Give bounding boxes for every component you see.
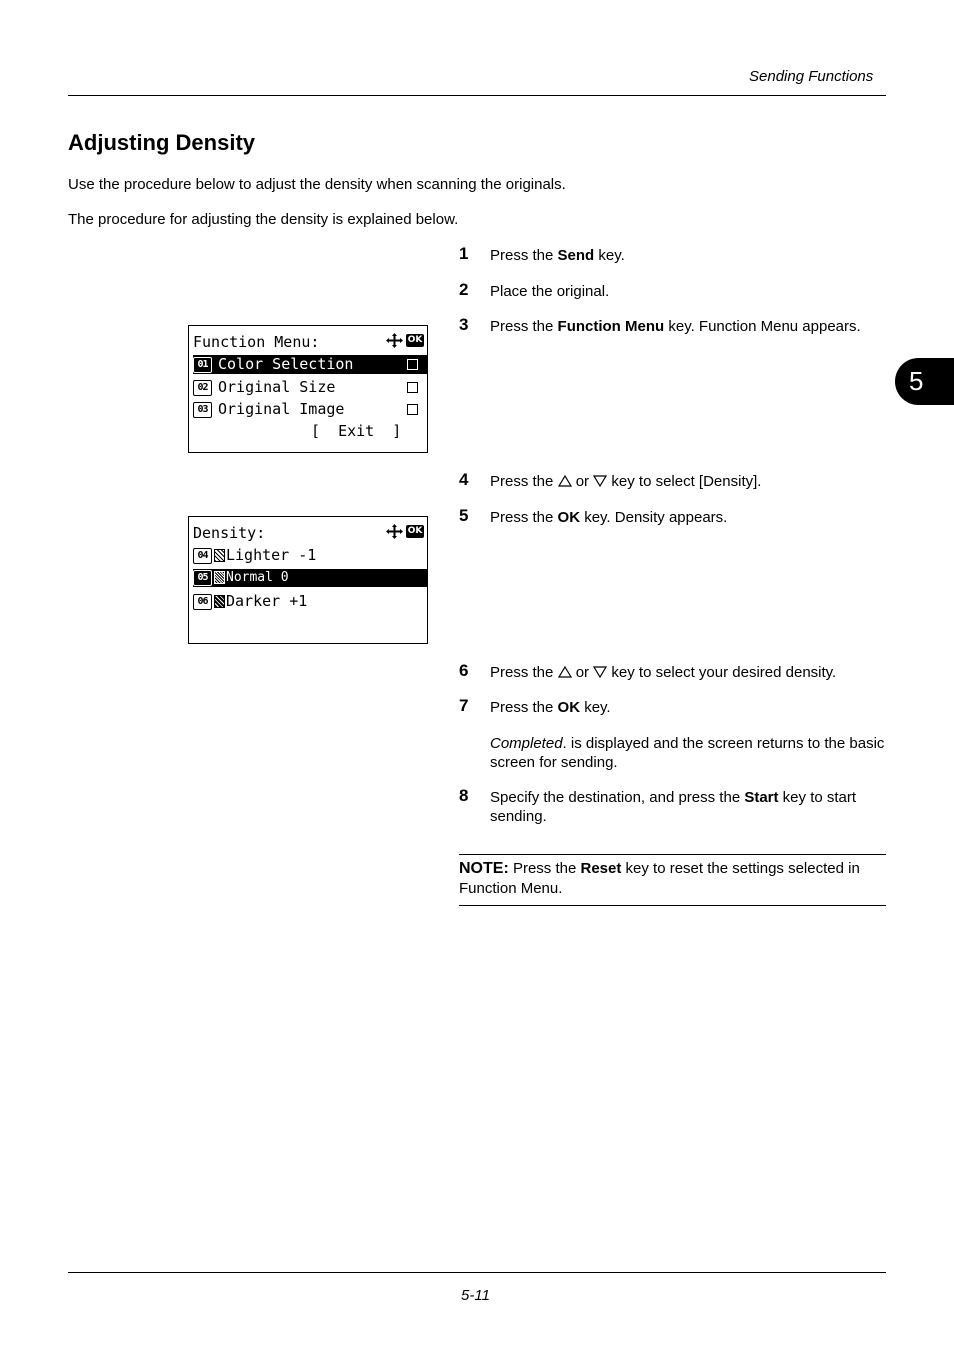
ok-icon: OK bbox=[407, 335, 423, 345]
chapter-tab bbox=[895, 358, 954, 405]
lcd-title: Function Menu: bbox=[193, 333, 320, 351]
step-number-6: 6 bbox=[459, 661, 469, 680]
step-text-8: Specify the destination, and press the Start key to start sending. bbox=[490, 789, 857, 825]
step-number-1: 1 bbox=[459, 244, 469, 263]
lcd-title: Density: bbox=[193, 524, 266, 542]
lcd-function-menu bbox=[188, 325, 428, 453]
step-text-3: Press the Function Menu key. Function Menu appears. bbox=[490, 318, 861, 335]
down-triangle-icon bbox=[593, 475, 607, 487]
step-number-5: 5 bbox=[459, 506, 469, 525]
lcd-density-item: 06 Darker +1 bbox=[193, 592, 307, 611]
up-triangle-icon bbox=[558, 666, 572, 678]
step-text-5: Press the OK key. Density appears. bbox=[490, 509, 728, 526]
running-header: Sending Functions bbox=[749, 68, 874, 85]
lcd-density bbox=[188, 516, 428, 644]
footer-rule bbox=[68, 1272, 886, 1273]
lcd-menu-item: 02 Original Size bbox=[193, 378, 335, 397]
lcd-menu-item: 03 Original Image bbox=[193, 400, 344, 419]
ok-icon: OK bbox=[407, 526, 423, 536]
step-text-1: Press the Send key. bbox=[490, 247, 625, 264]
down-triangle-icon bbox=[593, 666, 607, 678]
lcd-menu-item-selected: 01 Color Selection bbox=[193, 355, 427, 374]
checkbox-icon bbox=[407, 404, 418, 415]
lcd-density-item-selected: 05 Normal 0 bbox=[193, 569, 427, 587]
page-number: 5-11 bbox=[461, 1287, 490, 1304]
cross-arrows-icon bbox=[386, 333, 403, 348]
note-box: NOTE: Press the Reset key to reset the settings selected in Function Menu. bbox=[459, 854, 886, 906]
density-dark-icon bbox=[214, 595, 225, 608]
density-normal-icon bbox=[214, 571, 225, 584]
intro-paragraph-1: Use the procedure below to adjust the density when scanning the originals. bbox=[68, 176, 566, 193]
checkbox-icon bbox=[407, 382, 418, 393]
header-rule bbox=[68, 95, 886, 96]
step-text-4: Press the or key to select [Density]. bbox=[490, 473, 762, 490]
checkbox-icon bbox=[407, 359, 418, 370]
step-text-6: Press the or key to select your desired density. bbox=[490, 664, 837, 681]
density-light-icon bbox=[214, 549, 225, 562]
page-title: Adjusting Density bbox=[68, 130, 256, 155]
chapter-number: 5 bbox=[909, 366, 924, 396]
up-triangle-icon bbox=[558, 475, 572, 487]
lcd-exit: [ Exit ] bbox=[311, 422, 402, 440]
cross-arrows-icon bbox=[386, 524, 403, 539]
step-number-3: 3 bbox=[459, 315, 469, 334]
step-text-2: Place the original. bbox=[490, 283, 610, 300]
step-number-4: 4 bbox=[459, 470, 469, 489]
lcd-density-item: 04 Lighter -1 bbox=[193, 546, 316, 565]
intro-paragraph-2: The procedure for adjusting the density is explained below. bbox=[68, 211, 459, 228]
step-number-7: 7 bbox=[459, 696, 469, 715]
step-7-result: Completed. is displayed and the screen returns to the basic screen for sending. bbox=[490, 735, 885, 771]
step-text-7: Press the OK key. bbox=[490, 699, 611, 716]
step-number-2: 2 bbox=[459, 280, 469, 299]
step-number-8: 8 bbox=[459, 786, 469, 805]
